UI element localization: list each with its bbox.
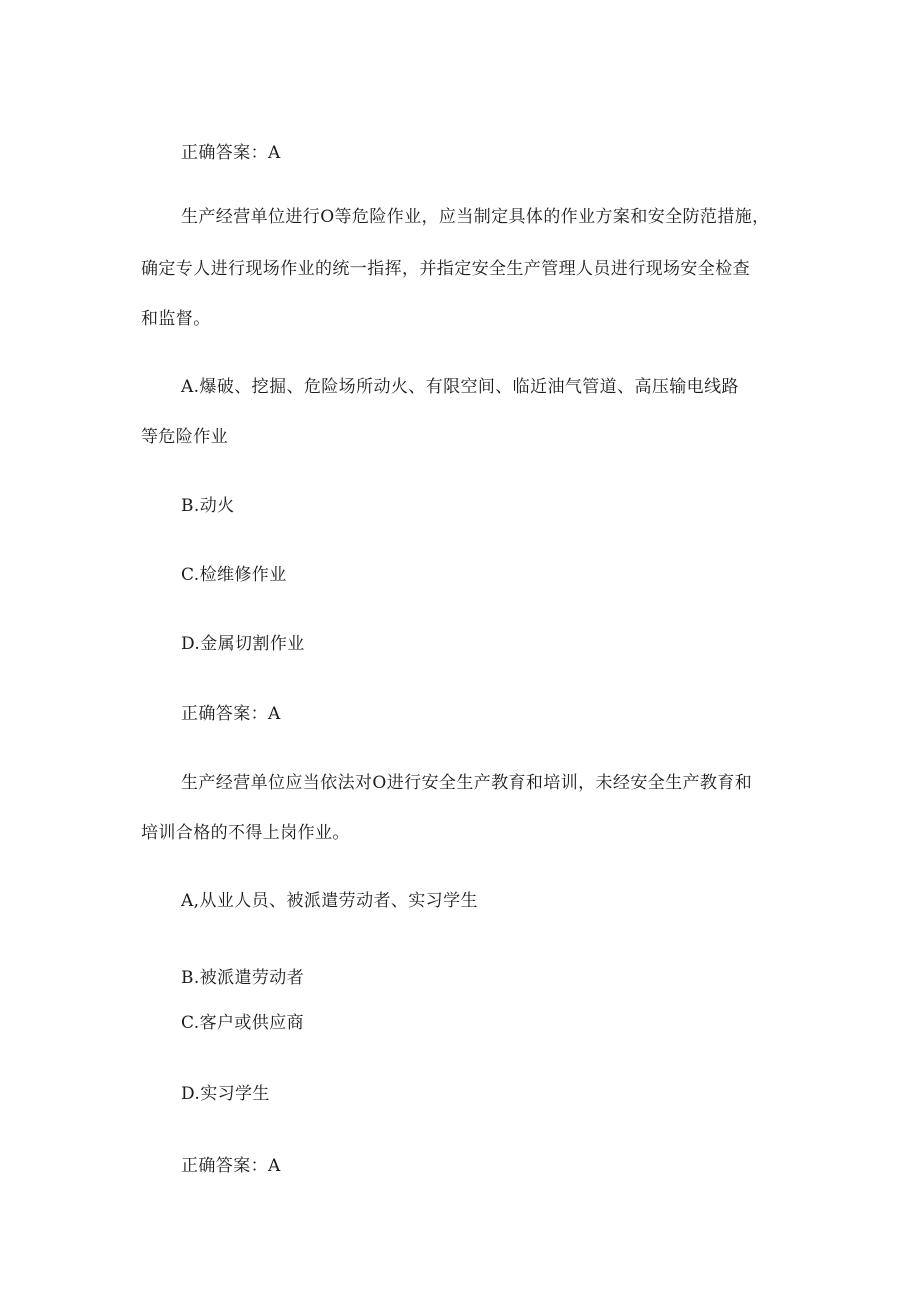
- option-d: D.实习学生: [181, 1084, 270, 1104]
- question-stem-line: 确定专人进行现场作业的统一指挥，并指定安全生产管理人员进行现场安全检查: [141, 259, 750, 279]
- answer-line: 正确答案：A: [181, 143, 281, 163]
- answer-line: 正确答案：A: [181, 1156, 281, 1176]
- option-a-line: 等危险作业: [141, 427, 228, 447]
- option-a-line: A.爆破、挖掘、危险场所动火、有限空间、临近油气管道、高压输电线路: [181, 377, 739, 397]
- answer-line: 正确答案：A: [181, 704, 281, 724]
- question-stem-line: 生产经营单位应当依法对O进行安全生产教育和培训，未经安全生产教育和: [181, 773, 753, 793]
- option-d: D.金属切割作业: [181, 634, 305, 654]
- option-b: B.动火: [181, 496, 235, 516]
- option-c: C.检维修作业: [181, 565, 287, 585]
- question-stem-line: 培训合格的不得上岗作业。: [141, 823, 350, 843]
- option-b: B.被派遣劳动者: [181, 968, 305, 988]
- question-stem-line: 生产经营单位进行O等危险作业，应当制定具体的作业方案和安全防范措施，: [181, 207, 770, 227]
- option-a: A,从业人员、被派遣劳动者、实习学生: [181, 891, 478, 911]
- option-c: C.客户或供应商: [181, 1013, 305, 1033]
- question-stem-line: 和监督。: [141, 309, 211, 329]
